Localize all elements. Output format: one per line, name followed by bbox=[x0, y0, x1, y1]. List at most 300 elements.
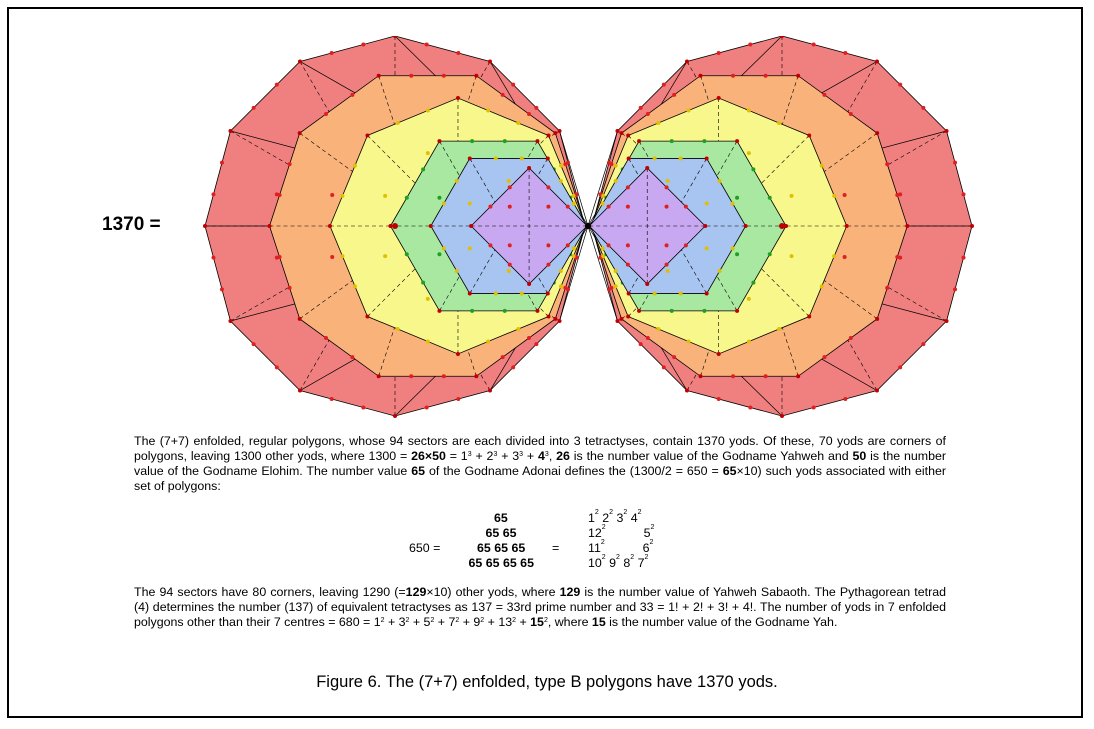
yod bbox=[426, 297, 430, 301]
yod bbox=[330, 193, 334, 197]
yod bbox=[849, 112, 853, 116]
superscript: 2 bbox=[649, 539, 654, 546]
yod bbox=[377, 74, 381, 78]
yod bbox=[614, 164, 618, 168]
yod bbox=[796, 374, 800, 378]
yod bbox=[425, 42, 429, 46]
yod bbox=[442, 201, 446, 205]
yod bbox=[875, 131, 879, 135]
yod bbox=[717, 397, 721, 401]
superscript: 2 bbox=[623, 509, 628, 516]
yod bbox=[735, 196, 739, 200]
bold-number: 129 bbox=[559, 585, 581, 599]
yod bbox=[442, 374, 446, 378]
yod bbox=[731, 74, 735, 78]
equation-label: 1370 = bbox=[102, 214, 161, 235]
square-row: $12^2$ $5^2$ bbox=[588, 524, 655, 540]
yod bbox=[442, 74, 446, 78]
bold-number: 65 bbox=[411, 464, 426, 478]
yod bbox=[962, 256, 966, 260]
yod bbox=[508, 185, 512, 189]
yod bbox=[626, 185, 630, 189]
yod bbox=[614, 284, 618, 288]
yod bbox=[945, 129, 949, 133]
yod bbox=[820, 164, 824, 168]
yod bbox=[546, 205, 550, 209]
yod bbox=[421, 281, 425, 285]
triangle-row: 65 65 65 65 bbox=[468, 556, 534, 570]
yod bbox=[559, 284, 563, 288]
yod bbox=[670, 309, 674, 313]
yod bbox=[330, 255, 334, 259]
yod bbox=[705, 156, 709, 160]
yod bbox=[330, 51, 334, 55]
yod bbox=[388, 224, 392, 228]
yod bbox=[921, 106, 925, 110]
yod bbox=[687, 340, 691, 344]
yod bbox=[298, 317, 302, 321]
yod bbox=[666, 269, 670, 273]
yod bbox=[898, 83, 902, 87]
yod bbox=[607, 205, 611, 209]
yod bbox=[520, 292, 524, 296]
yod bbox=[456, 397, 460, 401]
yod bbox=[486, 108, 490, 112]
yod bbox=[275, 365, 279, 369]
yod bbox=[288, 162, 292, 166]
yod bbox=[507, 269, 511, 273]
yod bbox=[843, 255, 847, 259]
yod bbox=[456, 51, 460, 55]
yod bbox=[747, 108, 751, 112]
yod bbox=[807, 133, 811, 137]
yod bbox=[672, 93, 676, 97]
yod bbox=[662, 83, 666, 87]
yod bbox=[751, 281, 755, 285]
yod bbox=[895, 193, 899, 197]
yod bbox=[546, 292, 550, 296]
yod bbox=[822, 93, 826, 97]
superscript: 3 bbox=[493, 451, 498, 458]
yod bbox=[609, 286, 613, 290]
yod bbox=[278, 193, 282, 197]
yod bbox=[626, 263, 630, 267]
superscript: 2 bbox=[630, 554, 635, 561]
yod bbox=[609, 162, 613, 166]
yod bbox=[796, 74, 800, 78]
yod bbox=[653, 292, 657, 296]
yod bbox=[898, 365, 902, 369]
yod bbox=[546, 133, 550, 137]
yod bbox=[702, 309, 706, 313]
bold-number: 129 bbox=[405, 585, 427, 599]
bold-number: 50 bbox=[852, 449, 867, 463]
yod bbox=[535, 139, 539, 143]
yod bbox=[702, 139, 706, 143]
yod bbox=[468, 156, 472, 160]
yod bbox=[614, 179, 618, 183]
yod bbox=[558, 129, 562, 133]
yod bbox=[503, 309, 507, 313]
yod bbox=[679, 156, 683, 160]
yod bbox=[534, 342, 538, 346]
yod bbox=[571, 254, 575, 258]
yod bbox=[822, 355, 826, 359]
yod bbox=[324, 336, 328, 340]
yod bbox=[455, 179, 459, 183]
yod bbox=[393, 414, 397, 418]
yod bbox=[679, 292, 683, 296]
yod bbox=[507, 179, 511, 183]
superscript: 2 bbox=[543, 617, 548, 624]
yod bbox=[553, 317, 557, 321]
yod bbox=[426, 340, 430, 344]
yod bbox=[615, 129, 619, 133]
yod bbox=[442, 247, 446, 251]
figure-caption: Figure 6. The (7+7) enfolded, type B polygons have 1370 yods. bbox=[316, 673, 778, 691]
yod bbox=[228, 319, 232, 323]
yod bbox=[298, 131, 302, 135]
yod bbox=[488, 243, 492, 247]
yod bbox=[747, 297, 751, 301]
superscript: 2 bbox=[637, 509, 642, 516]
yod bbox=[546, 315, 550, 319]
yod bbox=[220, 161, 224, 165]
yod bbox=[437, 309, 441, 313]
yod bbox=[832, 194, 836, 198]
yod bbox=[747, 340, 751, 344]
superscript: 2 bbox=[600, 539, 605, 546]
yod bbox=[508, 205, 512, 209]
yod bbox=[425, 406, 429, 410]
bold-number: 26 bbox=[556, 449, 570, 463]
yod bbox=[637, 139, 641, 143]
yod bbox=[684, 205, 688, 209]
yod bbox=[377, 374, 381, 378]
yod bbox=[559, 164, 563, 168]
yod bbox=[646, 112, 650, 116]
yod bbox=[662, 365, 666, 369]
yod bbox=[520, 156, 524, 160]
yod bbox=[601, 247, 605, 251]
yod bbox=[735, 252, 739, 256]
yod bbox=[353, 284, 357, 288]
yod bbox=[646, 336, 650, 340]
yod bbox=[421, 167, 425, 171]
superscript: 3 bbox=[544, 451, 549, 458]
yod bbox=[361, 406, 365, 410]
yod bbox=[665, 185, 669, 189]
yod bbox=[278, 255, 282, 259]
yod bbox=[748, 42, 752, 46]
yod bbox=[566, 205, 570, 209]
yod bbox=[656, 327, 660, 331]
yod bbox=[665, 243, 669, 247]
yod bbox=[559, 269, 563, 273]
yod bbox=[203, 224, 207, 228]
yod bbox=[328, 224, 332, 228]
superscript: 3 bbox=[467, 451, 472, 458]
yod bbox=[703, 224, 707, 228]
yod bbox=[298, 389, 302, 393]
superscript: 2 bbox=[380, 617, 385, 624]
yod bbox=[717, 96, 721, 100]
yod bbox=[731, 374, 735, 378]
yod bbox=[849, 336, 853, 340]
yod bbox=[211, 256, 215, 260]
yod bbox=[656, 121, 660, 125]
yod bbox=[572, 247, 576, 251]
yod bbox=[885, 286, 889, 290]
yod bbox=[330, 397, 334, 401]
equation-650: 650 = bbox=[409, 541, 441, 555]
superscript: 2 bbox=[594, 509, 599, 516]
yod bbox=[627, 156, 631, 160]
yod bbox=[885, 162, 889, 166]
yod bbox=[832, 254, 836, 258]
yod bbox=[970, 224, 974, 228]
yod bbox=[699, 374, 703, 378]
yod bbox=[383, 254, 387, 258]
yod bbox=[684, 243, 688, 247]
centre-yod bbox=[392, 223, 398, 229]
yod bbox=[921, 342, 925, 346]
superscript: 2 bbox=[601, 554, 606, 561]
yod bbox=[511, 83, 515, 87]
yod bbox=[486, 340, 490, 344]
yod bbox=[268, 224, 272, 228]
yod bbox=[843, 193, 847, 197]
yod bbox=[228, 129, 232, 133]
yod bbox=[527, 166, 531, 170]
yod bbox=[645, 282, 649, 286]
yod bbox=[527, 282, 531, 286]
yod bbox=[735, 139, 739, 143]
centre-yod bbox=[779, 223, 785, 229]
yod bbox=[546, 185, 550, 189]
yod bbox=[747, 151, 751, 155]
yod bbox=[731, 201, 735, 205]
yod bbox=[571, 194, 575, 198]
yod bbox=[437, 196, 441, 200]
paragraph-2: The 94 sectors have 80 corners, leaving 1290 (=129×10) other yods, where 129 is the number value of Yahweh Sabaoth. The Pythagorean tetrad (4) determines the number (137) of equivalent tetractyses as 137 = 33rd prime number and 33 = 1! + 2! + 3! + 4!. The number of yods in 7 enfolded polygons other than their 7 centres = $680 = 1^2 + 3^2 + 5^2 + 7^2 + 9^2 + 13^2 + 15^2$, where 15 is the number value of the Godname Yah. bbox=[134, 585, 946, 629]
yod bbox=[820, 284, 824, 288]
enfolded-polygons-diagram bbox=[190, 36, 980, 421]
yod bbox=[546, 243, 550, 247]
yod bbox=[563, 286, 567, 290]
yod bbox=[516, 327, 520, 331]
yod bbox=[735, 309, 739, 313]
yod bbox=[546, 156, 550, 160]
yod bbox=[405, 196, 409, 200]
yod bbox=[470, 309, 474, 313]
yod bbox=[409, 374, 413, 378]
yod bbox=[511, 365, 515, 369]
yod bbox=[252, 106, 256, 110]
yod bbox=[350, 93, 354, 97]
yod bbox=[456, 352, 460, 356]
yod bbox=[653, 156, 657, 160]
yod bbox=[353, 164, 357, 168]
yod bbox=[665, 205, 669, 209]
yod bbox=[718, 269, 722, 273]
yod bbox=[777, 121, 781, 125]
yod bbox=[546, 263, 550, 267]
superscript: 2 bbox=[601, 524, 606, 531]
yod bbox=[558, 319, 562, 323]
yod bbox=[953, 287, 957, 291]
yod bbox=[365, 315, 369, 319]
yod bbox=[409, 74, 413, 78]
yod bbox=[383, 194, 387, 198]
yod bbox=[275, 83, 279, 87]
yod bbox=[488, 389, 492, 393]
yod bbox=[768, 252, 772, 256]
yod bbox=[875, 59, 879, 63]
bold-number: 65 bbox=[722, 464, 737, 478]
yod bbox=[717, 352, 721, 356]
yod bbox=[468, 201, 472, 205]
yod bbox=[768, 196, 772, 200]
yod bbox=[566, 243, 570, 247]
yod bbox=[812, 42, 816, 46]
superscript: 3 bbox=[519, 451, 524, 458]
triangle-row: 65 65 bbox=[485, 526, 517, 540]
shared-vertex bbox=[585, 223, 591, 229]
yod bbox=[620, 317, 624, 321]
yod bbox=[516, 121, 520, 125]
yod bbox=[488, 205, 492, 209]
yod bbox=[426, 108, 430, 112]
yod bbox=[468, 292, 472, 296]
yod bbox=[601, 201, 605, 205]
yod bbox=[494, 156, 498, 160]
yod bbox=[748, 406, 752, 410]
yod bbox=[534, 106, 538, 110]
yod bbox=[845, 224, 849, 228]
yod bbox=[324, 112, 328, 116]
yod bbox=[614, 269, 618, 273]
superscript: 2 bbox=[455, 617, 460, 624]
yod bbox=[807, 315, 811, 319]
yod bbox=[437, 252, 441, 256]
yod bbox=[503, 139, 507, 143]
yod bbox=[687, 108, 691, 112]
yod bbox=[468, 247, 472, 251]
yod bbox=[535, 309, 539, 313]
yod bbox=[639, 342, 643, 346]
yod bbox=[790, 194, 794, 198]
yod bbox=[718, 179, 722, 183]
yod bbox=[875, 317, 879, 321]
yod bbox=[252, 342, 256, 346]
bold-number: 15 bbox=[591, 615, 606, 629]
yod bbox=[396, 121, 400, 125]
yod bbox=[639, 106, 643, 110]
yod bbox=[764, 74, 768, 78]
yod bbox=[666, 179, 670, 183]
yod bbox=[777, 327, 781, 331]
yod bbox=[220, 287, 224, 291]
superscript: 2 bbox=[512, 617, 517, 624]
superscript: 2 bbox=[609, 509, 614, 516]
yod bbox=[340, 194, 344, 198]
yod bbox=[843, 397, 847, 401]
yod bbox=[501, 93, 505, 97]
yod bbox=[298, 59, 302, 63]
bold-number: 26×50 bbox=[411, 449, 446, 463]
superscript: 2 bbox=[405, 617, 410, 624]
yod bbox=[744, 224, 748, 228]
yod bbox=[396, 327, 400, 331]
yod bbox=[474, 374, 478, 378]
yod bbox=[559, 179, 563, 183]
yod bbox=[426, 151, 430, 155]
yod bbox=[361, 42, 365, 46]
superscript: 2 bbox=[480, 617, 485, 624]
yod bbox=[790, 254, 794, 258]
square-row: $1^2$ $2^2$ $3^2$ $4^2$ bbox=[588, 509, 642, 525]
yod bbox=[405, 252, 409, 256]
square-row: $10^2$ $9^2$ $8^2$ $7^2$ bbox=[588, 554, 649, 570]
yod bbox=[456, 96, 460, 100]
yod bbox=[350, 355, 354, 359]
yod bbox=[494, 292, 498, 296]
yod bbox=[780, 414, 784, 418]
yod bbox=[288, 286, 292, 290]
equals-sign: = bbox=[552, 541, 560, 555]
triangle-row: 65 bbox=[494, 511, 508, 525]
yod bbox=[340, 254, 344, 258]
superscript: 2 bbox=[430, 617, 435, 624]
yod bbox=[812, 406, 816, 410]
yod bbox=[895, 255, 899, 259]
yod bbox=[527, 112, 531, 116]
yod bbox=[705, 201, 709, 205]
yod bbox=[607, 243, 611, 247]
yod bbox=[488, 59, 492, 63]
yod bbox=[469, 224, 473, 228]
yod bbox=[365, 133, 369, 137]
yod bbox=[699, 74, 703, 78]
yod bbox=[626, 315, 630, 319]
yod bbox=[626, 205, 630, 209]
yod bbox=[764, 374, 768, 378]
yod bbox=[843, 51, 847, 55]
superscript: 2 bbox=[616, 554, 620, 561]
yod bbox=[620, 131, 624, 135]
yod bbox=[637, 309, 641, 313]
yod bbox=[953, 161, 957, 165]
bold-number: 4 bbox=[538, 449, 545, 463]
yod bbox=[751, 167, 755, 171]
yod bbox=[685, 59, 689, 63]
yod bbox=[508, 263, 512, 267]
yod bbox=[626, 133, 630, 137]
yod bbox=[672, 355, 676, 359]
yod bbox=[626, 243, 630, 247]
bold-number: 15 bbox=[530, 615, 544, 629]
yod bbox=[508, 243, 512, 247]
yod bbox=[455, 269, 459, 273]
yod bbox=[670, 139, 674, 143]
yod bbox=[429, 224, 433, 228]
yod bbox=[905, 224, 909, 228]
yod bbox=[527, 336, 531, 340]
superscript: 2 bbox=[644, 554, 649, 561]
square-row: $11^2$ $6^2$ bbox=[588, 539, 654, 555]
yod bbox=[731, 247, 735, 251]
